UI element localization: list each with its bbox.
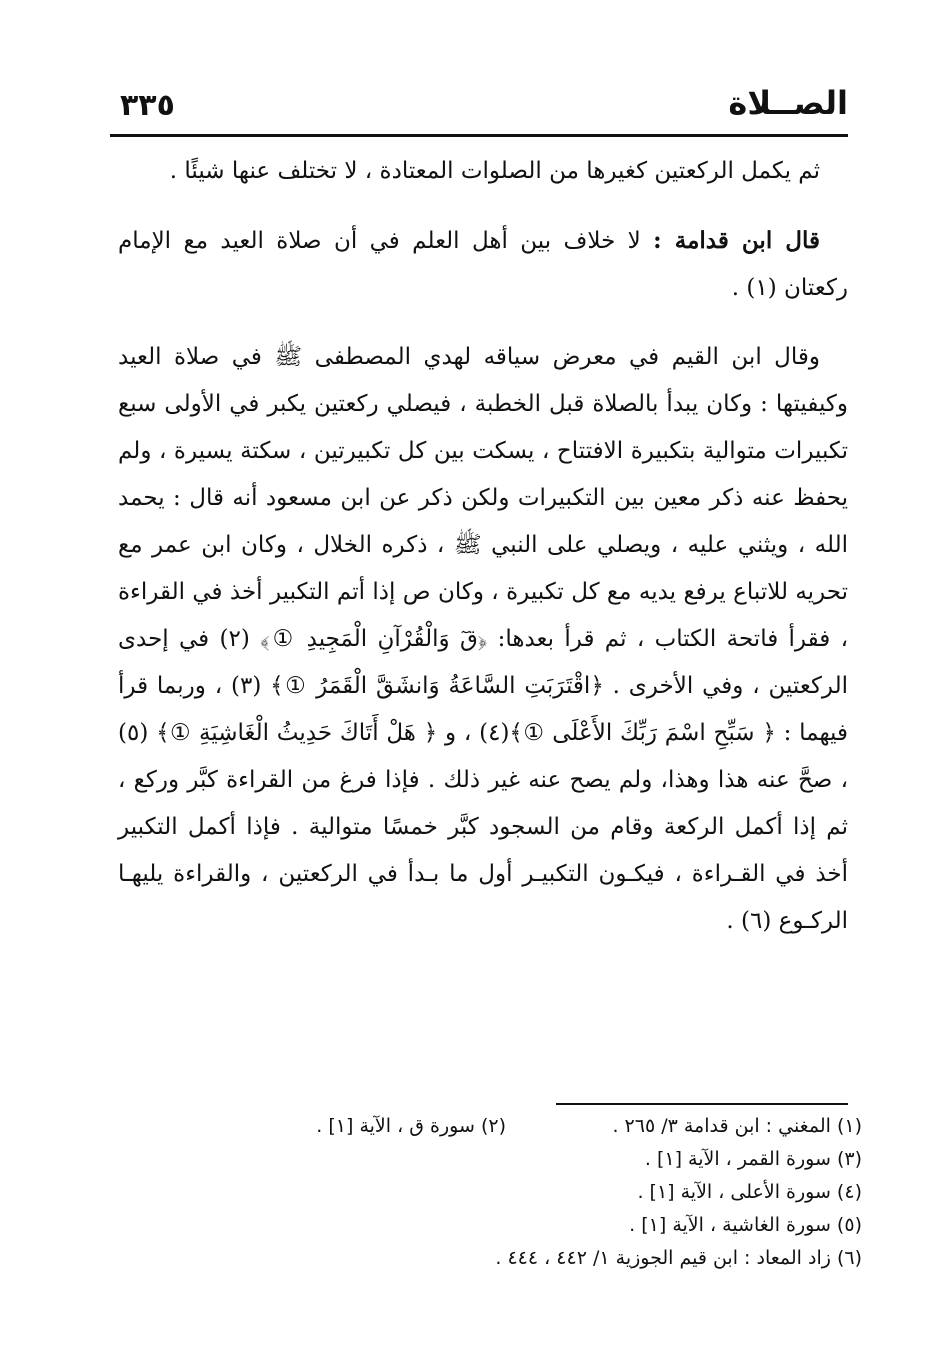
page-number: ٣٣٥ — [120, 88, 175, 123]
quoted-author: قال ابن قدامة : — [653, 227, 821, 254]
paragraph-2 — [118, 217, 848, 312]
footnote-row — [150, 1110, 862, 1143]
footnote-5: (٥) سورة الغاشية ، الآية [١] . — [629, 1214, 862, 1236]
paragraph-3: وقال ابن القيم في معرض سياقه لهدي المصطفى ﷺ في صلاة العيد وكيفيتها : وكان يبدأ بالصلاة قبل الخطبة ، فيصلي ركعتين يكبر في الأولى سبع تكبيرات متوالية بتكبيرة الافتتاح ، يسكت بين كل تكبيرتين ، سكتة يسيرة ، ولم يحفظ عنه ذكر معين بين التكبيرات ولكن ذكر عن ابن مسعود أنه قال : يحمد الله ، ويثني عليه ، ويصلي على النبي ﷺ ، ذكره الخلال ، وكان ابن عمر مع تحريه للاتباع يرفع يديه مع كل تكبيرة ، وكان ص إذا أتم التكبير أخذ في القراءة ، فقرأ فاتحة الكتاب ، ثم قرأ بعدها: ﴿قٓ وَالْقُرْآنِ الْمَجِيدِ ①﴾ (٢) في إحدى الركعتين ، وفي الأخرى . ﴿اقْتَرَبَتِ السَّاعَةُ وَانشَقَّ الْقَمَرُ ①﴾ (٣) ، وربما قرأ فيهما : ﴿ سَبِّحِ اسْمَ رَبِّكَ الأَعْلَى ①﴾(٤) ، و ﴿ هَلْ أَتَاكَ حَدِيثُ الْغَاشِيَةِ ①﴾ (٥) ، صحَّ عنه هذا وهذا، ولم يصح عنه غير ذلك . فإذا فرغ من القراءة كبَّر وركع ، ثم إذا أكمل الركعة وقام من السجود كبَّر خمسًا متوالية . فإذا أكمل التكبير أخذ في القـراءة ، فيكـون التكبيـر أول ما بـدأ في الركعتين ، والقراءة يليهـا الركـوع (٦) . — [118, 344, 849, 934]
footnote-divider — [556, 1103, 848, 1105]
footnotes — [150, 1110, 862, 1275]
body-text — [118, 148, 848, 945]
footnote-4: (٤) سورة الأعلى ، الآية [١] . — [637, 1181, 862, 1203]
footnote-1: (١) المغني : ابن قدامة ٣/ ٢٦٥ . — [612, 1115, 862, 1137]
paragraph-2-text: لا خلاف بين أهل العلم في أن صلاة العيد مع الإمام ركعتان (١) . — [118, 228, 848, 301]
footnote-6: (٦) زاد المعاد : ابن قيم الجوزية ١/ ٤٤٢ ، ٤٤٤ . — [495, 1247, 862, 1269]
page-header — [110, 84, 848, 137]
paragraph-1: ثم يكمل الركعتين كغيرها من الصلوات المعتادة ، لا تختلف عنها شيئًا . — [169, 158, 820, 184]
footnote-2: (٢) سورة ق ، الآية [١] . — [316, 1115, 506, 1137]
footnote-3: (٣) سورة القمر ، الآية [١] . — [644, 1148, 862, 1170]
running-title: الصــلاة — [728, 84, 848, 122]
